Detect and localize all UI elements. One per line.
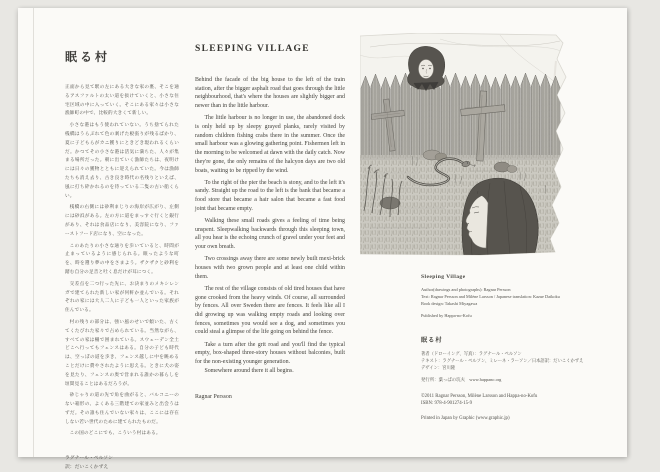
credit-text-ja: テキスト：ラグナール・ペルソン、ミレーネ・ラーソン／日本語訳：だいこくかずえ bbox=[421, 358, 584, 363]
japanese-paragraph: 砂じゃりの道の先で角を曲がると、バルコニーのない箱形の、よくある三階建ての家並みと出会うはずだ。その誰も住んでいない家々は、ここには存在しない若い世代のために建てられたものだ。 bbox=[65, 392, 179, 424]
english-paragraph: The rest of the village consists of old tired houses that have gone crooked from the heavy winds. Of course, all surrounded by fences. All over Sweden there are fences. It feels like all I did growing up was walking empty roads and looking over fences, sometimes you would see a dog, and sometimes you could steal a glimpse of the life going on behind the fence. bbox=[195, 285, 345, 336]
english-closing-line: Somewhere around there it all begins. bbox=[204, 367, 294, 374]
japanese-paragraph: 小さな港はもう使われていない。うち捨てられた桟橋はうらぶれて色の剥げた板張りが残るばかり、夏に子どもらがカニ獲りにときどき現われるくらいだ。かつてその小さな港は活気に満ちた、人々が集まる場所だった。朝に出ていく漁師たちは、夜明けには日々の獲物とともに迎えられていた。今は漁師たちも消え去り、古き良き時代の名残りといえば、風に打ち砕かれるのを待っている二隻の古い船くらい。 bbox=[65, 122, 179, 198]
japanese-paragraph: この国のどこにでも、こういう村はある。 bbox=[69, 430, 161, 436]
publisher-line-ja: 発行所：葉っぱの坑夫 www.happano.org bbox=[421, 377, 502, 382]
english-paragraph: The little harbour is no longer in use, the abandoned dock is only held up by sleepy grayed planks, rarely visited by random children fishing crabs there in the summer. Once the small harbour was a glowing gathering point. Fishermen left in the morning to be welcomed at dawn with the daily catch. Now they're gone, the only remains of the halcyon days are two old boats, waiting to be ripped by the wind. bbox=[195, 115, 345, 174]
colophon-english bbox=[421, 274, 560, 318]
credit-author: Author(drawings and photographs): Ragnar Persson bbox=[421, 287, 511, 292]
credit-text: Text: Ragnar Persson and Milène Larsson / Japanese translation: Kazue Daikoku bbox=[421, 294, 560, 299]
printer-line: Printed in Japan by Graphic (www.graphic.jp) bbox=[421, 416, 510, 422]
translator-note: 訳：だいこくかずえ bbox=[65, 465, 109, 471]
book-spread bbox=[18, 8, 627, 471]
english-paragraph: To the right of the pier the beach is stony, and to the left it's sandy. Straight up the road to the left is the bank that became a food store that became a hair salon that became a fast food joint that became empty. bbox=[195, 179, 345, 212]
english-paragraph: Behind the facade of the big house to the left of the train station, after the bigger asphalt road that goes through the little neighbourhood, that's where the houses are slightly bigger and newer than in the little harbour. bbox=[195, 77, 345, 110]
japanese-signature-block bbox=[65, 454, 179, 472]
peeking-face bbox=[408, 46, 445, 90]
credit-author-ja: 著者（ドローイング、写真）：ラグナール・ペルソン bbox=[421, 351, 522, 356]
japanese-paragraph: 村の残りの部分は、強い風のせいで傾いた、古くてくたびれた家々で占められている。当然ながら、すべての家は柵で囲まれている。スウェーデン全土どこへ行ってもフェンスはある。自分の子ども時代は、空っぽの道を歩き、フェンス越しに中を眺めることだけに費やされたように思える。ときに犬の姿を見たり、フェンスの奥で営まれる誰かの暮らしを垣間見ることはあるだろうが。 bbox=[65, 318, 179, 386]
credit-design: Book design: Takashi Miyagawa bbox=[421, 301, 478, 306]
english-paragraph: Walking these small roads gives a feeling of time being unspent. Sleepwalking backwards through this sleeping town, all you hear is the echoing crunch of gravel under your feet and your own breath. bbox=[195, 218, 345, 251]
page-edge-line bbox=[33, 8, 34, 457]
colophon-japanese bbox=[421, 335, 583, 383]
credit-design-ja: デザイン：宮川隆 bbox=[421, 365, 456, 370]
english-paragraph: Take a turn after the grit road and you'll find the typical empty, box-shaped three-story houses without balconies, built for the non-existing younger generation. bbox=[195, 341, 345, 366]
japanese-paragraph: 桟橋の右側には砂利まじりの海岸が広がり、左側には砂浜がある。左の方に道をまっすぐ行くと銀行があり、それは食品店になり、美容院になり、ファーストフード店になり、空になった。 bbox=[65, 204, 179, 236]
publisher-line-en: Published by Happa-no-Kofu bbox=[421, 313, 472, 318]
author-name-en: Ragnar Persson bbox=[195, 393, 232, 400]
japanese-paragraph: このあたりの小さな通りを歩いていると、時間が止まっているように感じられる。眠ったような町を、時を遡り夢の中をさまよう。ザクザクと砂利を踏む自分の足音と吐く息だけが耳につく。 bbox=[65, 242, 179, 274]
english-text-column bbox=[195, 44, 345, 400]
japanese-paragraph: 交差点を二つ行った先に、お決まりのメキシレンガで建てられた新しい家が何軒か並んでいる。それぞれの家には大人二人に子ども一人といった家族が住んでいる。 bbox=[65, 280, 179, 313]
isbn-line: ISBN: 978-4-901274-15-9 bbox=[421, 401, 473, 407]
legal-block bbox=[421, 393, 537, 421]
japanese-title: 眠る村 bbox=[65, 50, 111, 64]
colophon-title-en: Sleeping Village bbox=[421, 274, 466, 280]
colophon-title-ja: 眠る村 bbox=[421, 337, 443, 344]
village-illustration bbox=[360, 33, 597, 256]
japanese-text-column bbox=[65, 48, 179, 472]
english-title: SLEEPING VILLAGE bbox=[195, 44, 310, 54]
japanese-paragraph: 正面から見て駅の左にある大きな家の裏、そこを通るアスファルトの太い道を抜けていくと、小さな住宅区域の中に入っていく。そこにある家々は小さな漁師町の中で、比較的大きくて新しい。 bbox=[65, 84, 179, 116]
english-paragraph: Two crossings away there are some newly built mexi-brick houses with two grown people and at least one child within them. bbox=[195, 256, 345, 280]
author-name-ja: ラグナール・ペルソン bbox=[65, 456, 113, 462]
copyright-line: ©2011 Ragnar Persson, Milène Larsson and Happa-no-Kofu bbox=[421, 394, 538, 399]
